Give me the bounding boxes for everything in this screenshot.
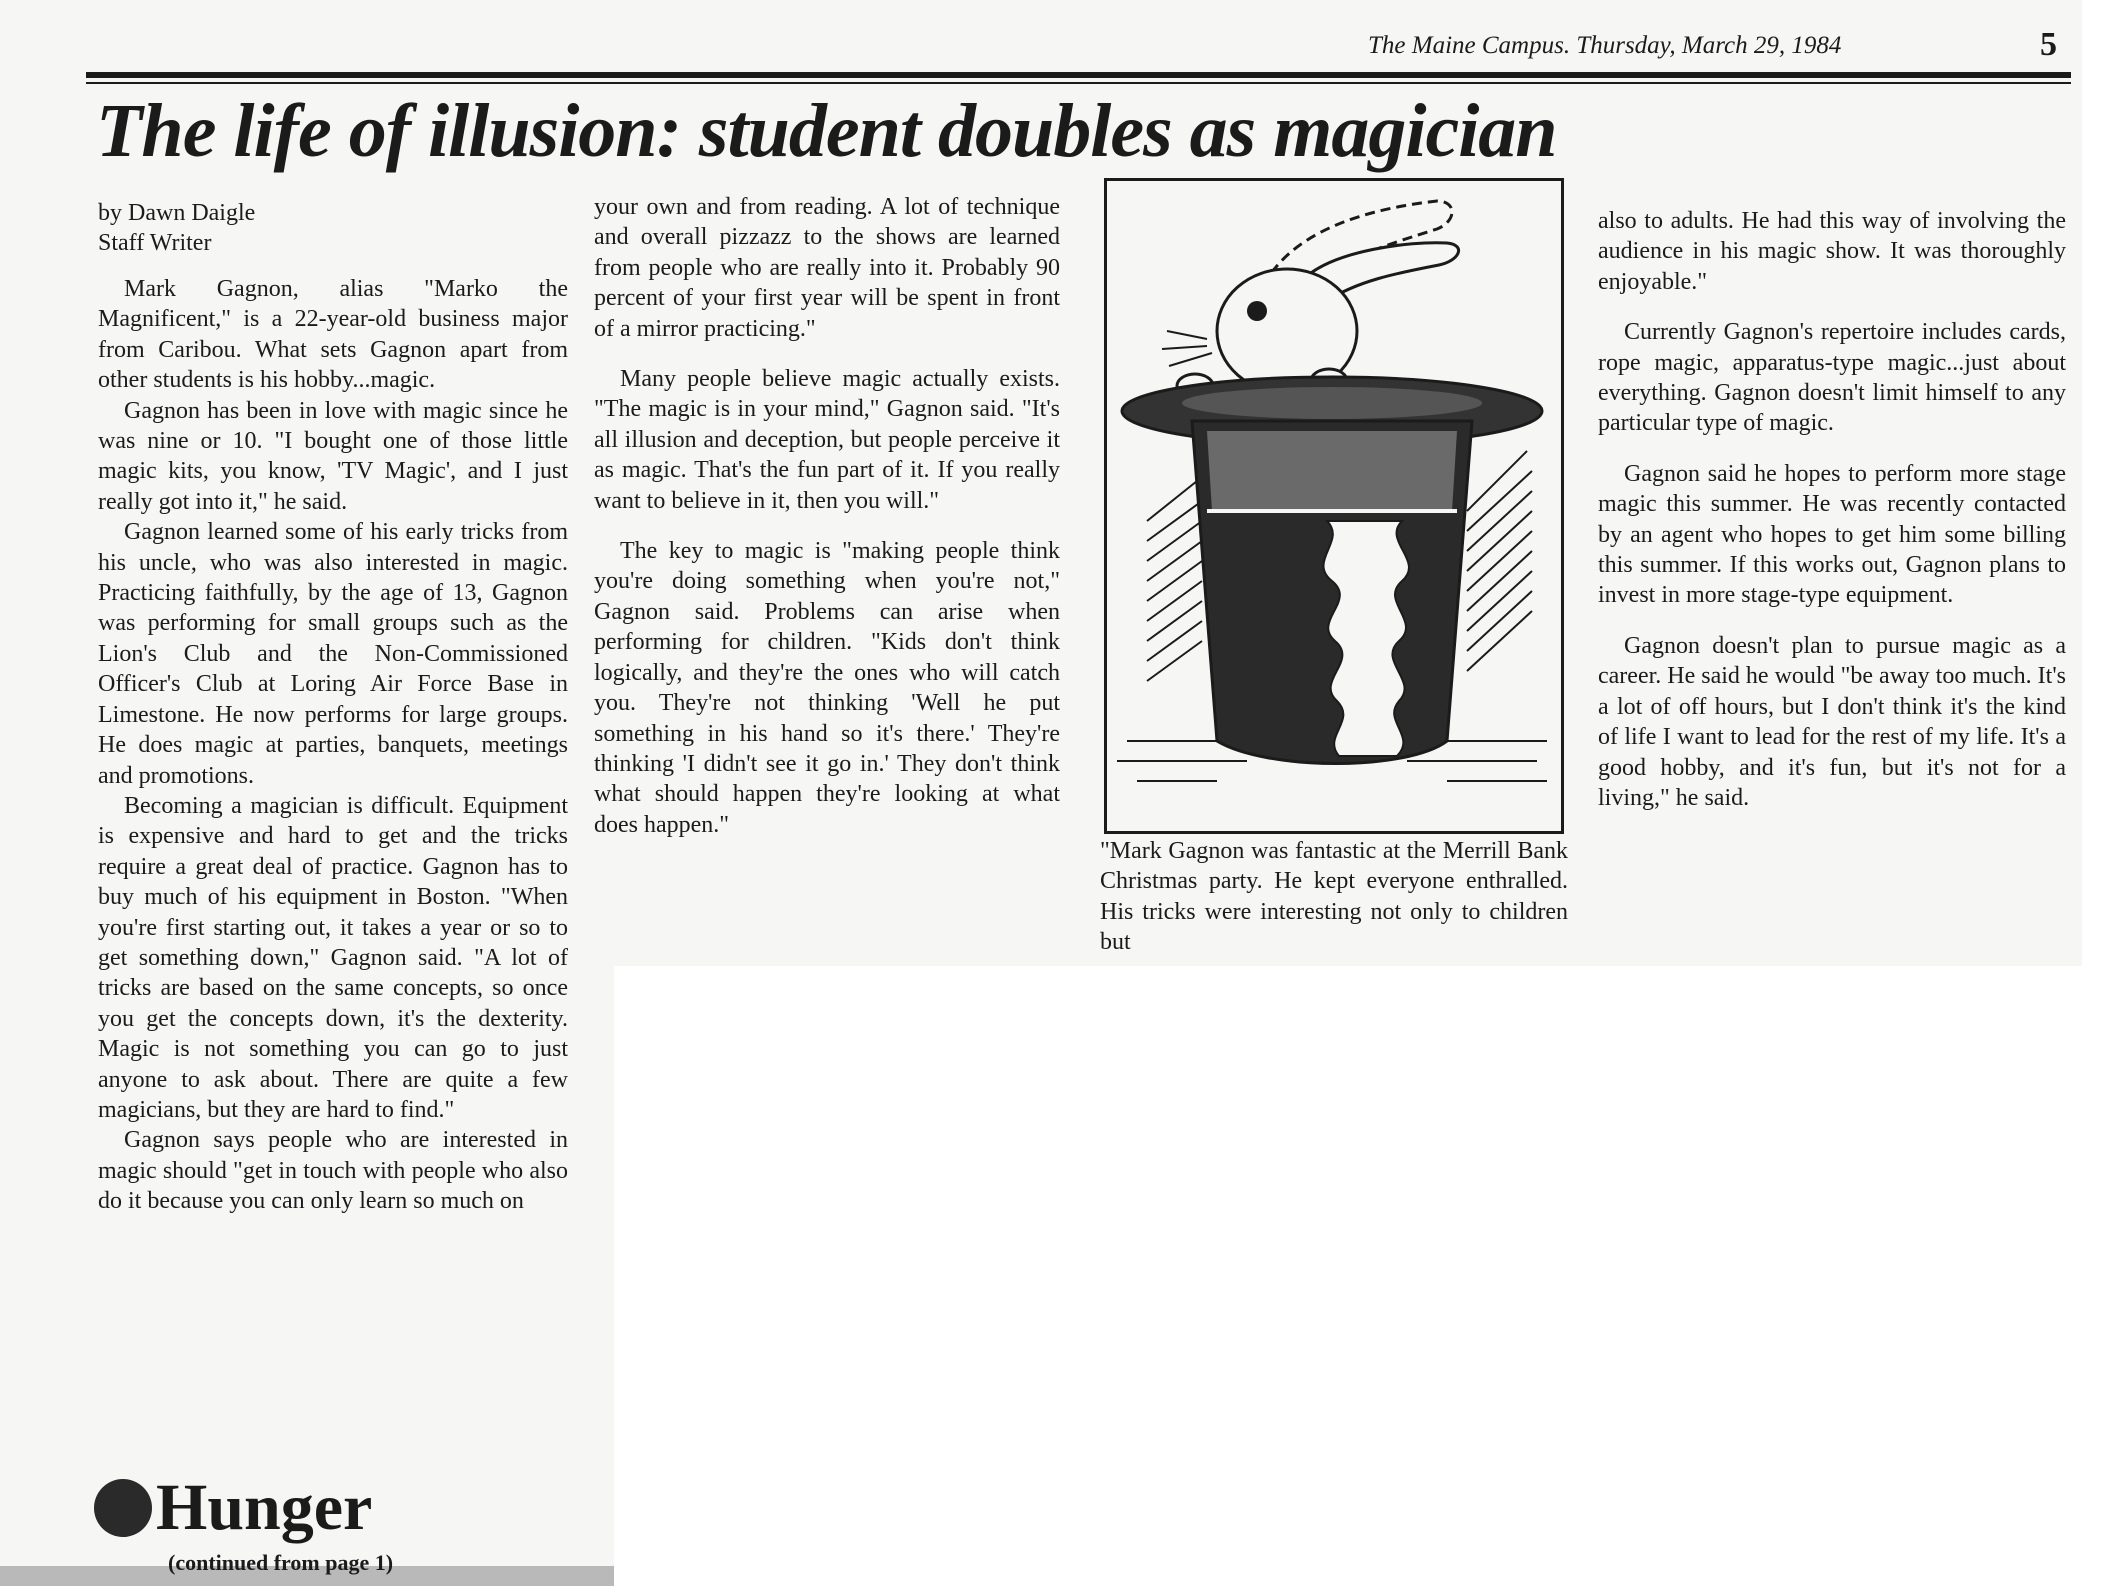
paragraph: Gagnon learned some of his early tricks from his uncle, who was also interested in magic. Practicing faithfully, by the age of 13, Gagnon was performing for small groups such as the Lion's Club and the Non-Commissioned Officer's Club at Loring Air Force Base in Limestone. He now performs for large groups. He does magic at parties, banquets, meetings and promotions. [98, 519, 568, 789]
paragraph: Currently Gagnon's repertoire includes cards, rope magic, apparatus-type magic...just about everything. Gagnon doesn't limit himself to any particular type of magic. [1598, 319, 2066, 437]
masthead-rule [86, 72, 2071, 78]
paragraph: Becoming a magician is difficult. Equipment is expensive and hard to get and the tricks require a great deal of practice. Gagnon has to buy much of his equipment in Boston. "When you're first starting out, it takes a year or so to get something down," Gagnon said. "A lot of tricks are based on the same concepts, so once you get the concepts down, it's the dexterity. Magic is not something you can go to just anyone to ask about. There are quite a few magicians, but they are hard to find." [98, 792, 568, 1123]
bullet-dot-icon [94, 1479, 152, 1537]
paragraph: also to adults. He had this way of involving the audience in his magic show. It was thoroughly enjoyable." [1598, 208, 2066, 295]
byline [98, 198, 568, 258]
jump-headline [94, 1470, 372, 1546]
paragraph: Many people believe magic actually exists. "The magic is in your mind," Gagnon said. "It's all illusion and deception, but people perceive it as magic. That's the fun part of it. If you really want to believe in it, then you will." [594, 366, 1060, 514]
article-column-4 [1598, 206, 2066, 813]
masthead: The Maine Campus. Thursday, March 29, 1984 [1368, 32, 1842, 59]
paragraph: Mark Gagnon, alias "Marko the Magnificent," is a 22-year-old business major from Caribou. What sets Gagnon apart from other students is his hobby...magic. [98, 276, 568, 394]
paragraph: The key to magic is "making people think you're doing something when you're not," Gagnon said. Problems can arise when performing for children. "Kids don't think logically, and they're the ones who will catch you. They're not thinking 'Well he put something in his hand so it's there.' They're thinking 'I didn't see it go in.' They don't think what should happen they're looking at what does happen." [594, 538, 1060, 838]
paragraph: Gagnon says people who are interested in magic should "get in touch with people who also do it because you can only learn so much on [98, 1127, 568, 1215]
paragraph: "Mark Gagnon was fantastic at the Merrill Bank Christmas party. He kept everyone enthralled. His tricks were interesting not only to children but [1100, 838, 1568, 956]
jump-continued-line: (continued from page 1) [168, 1550, 394, 1575]
paragraph: your own and from reading. A lot of technique and overall pizzazz to the shows are learned from people who are really into it. Probably 90 percent of your first year will be spent in front of a mirror practicing." [594, 194, 1060, 342]
byline-author: by Dawn Daigle [98, 200, 256, 226]
article-column-3 [1100, 836, 1568, 958]
rabbit-in-top-hat-icon [1104, 178, 1564, 834]
masthead-rule-thin [86, 82, 2071, 84]
paragraph: Gagnon has been in love with magic since he was nine or 10. "I bought one of those little magic kits, you know, 'TV Magic', and I just really got into it," he said. [98, 397, 568, 515]
jump-headline-text: Hunger [156, 1471, 373, 1544]
article-column-1 [98, 198, 568, 1217]
headline: The life of illusion: student doubles as magician [96, 89, 1557, 173]
byline-role: Staff Writer [98, 230, 212, 256]
paragraph: Gagnon said he hopes to perform more stage magic this summer. He was recently contacted by an agent who hopes to get him some billing this summer. If this works out, Gagnon plans to invest in more stage-type equipment. [1598, 460, 2066, 609]
paragraph: Gagnon doesn't plan to pursue magic as a career. He said he would "be away too much. It's a lot of off hours, but I don't think it's the kind of life I want to lead for the rest of my life. It's a good hobby, and it's fun, but it's not for a living," he said. [1598, 632, 2066, 811]
page-number: 5 [2040, 26, 2057, 63]
article-column-2 [594, 192, 1060, 840]
